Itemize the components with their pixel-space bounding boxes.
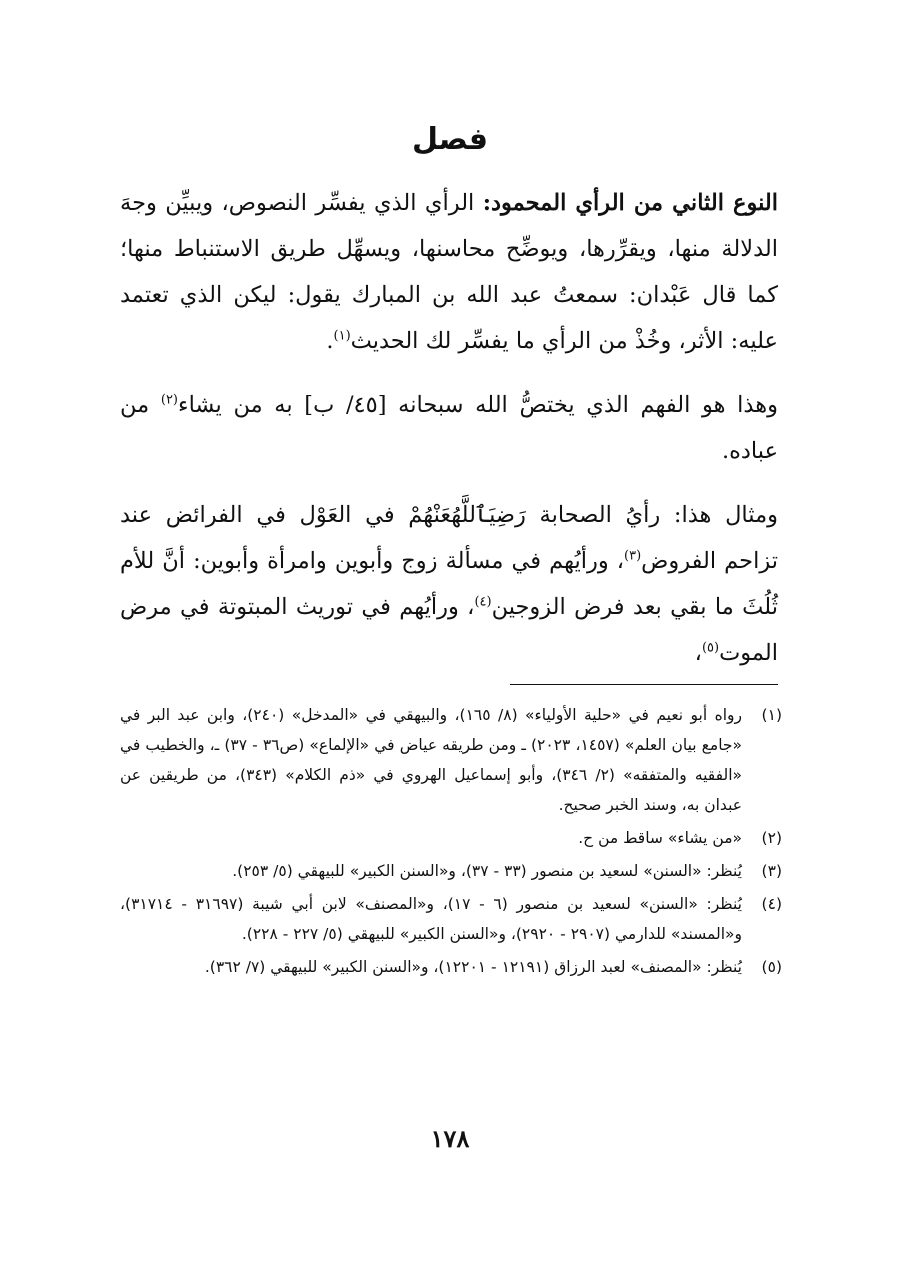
footnote-2 — [120, 823, 782, 853]
footnote-number: (٣) — [761, 862, 782, 880]
footnote-5 — [120, 952, 782, 982]
footnote-text: يُنظر: «السنن» لسعيد بن منصور (٣٣ - ٣٧)، و«السنن الكبير» للبيهقي (٥/ ٢٥٣). — [232, 862, 742, 880]
footnote-ref-1[interactable]: (١) — [333, 328, 351, 344]
footnote-ref-5[interactable]: (٥) — [701, 640, 720, 656]
footnote-text: يُنظر: «المصنف» لعبد الرزاق (١٢١٩١ - ١٢٢٠١)، و«السنن الكبير» للبيهقي (٧/ ٣٦٢). — [204, 958, 742, 976]
footnote-number: (٢) — [761, 829, 782, 847]
footnote-number: (١) — [761, 706, 782, 724]
footnote-text: «من يشاء» ساقط من ح. — [578, 829, 742, 847]
footnote-ref-4[interactable]: (٤) — [474, 594, 492, 610]
footnote-separator — [510, 684, 778, 685]
footnote-text: يُنظر: «السنن» لسعيد بن منصور (٦ - ١٧)، و«المصنف» لابن أبي شيبة (٣١٦٩٧ - ٣١٧١٤)، و«المسند» للدارمي (٢٩٠٧ - ٢٩٢٠)، و«السنن الكبير» للبيهقي (٥/ ٢٢٧ - ٢٢٨). — [120, 895, 742, 943]
paragraph-1-end: . — [326, 328, 334, 354]
paragraph-2-text-b: من عباده. — [120, 392, 778, 464]
footnote-ref-2[interactable]: (٢) — [160, 392, 178, 408]
paragraph-1-text: الرأي الذي يفسِّر النصوص، ويبيِّن وجهَ الدلالة منها، ويقرِّرها، ويوضِّح محاسنها، ويسهِّل طريق الاستنباط منها؛ كما قال عَبْدان: سمعتُ عبد الله بن المبارك يقول: ليكن الذي تعتمد عليه: الأثر، وخُذْ من الرأي ما يفسِّر لك الحديث — [120, 190, 778, 354]
paragraph-3-text-c: ، ورأيُهم في توريث المبتوتة في مرض الموت — [120, 594, 778, 666]
paragraph-3 — [120, 492, 778, 676]
paragraph-1-lead: النوع الثاني من الرأي المحمود: — [482, 190, 778, 216]
footnote-number: (٥) — [761, 958, 782, 976]
paragraph-1 — [120, 180, 778, 364]
paragraph-3-text-a: ومثال هذا: رأيُ الصحابة رَضِيَٱللَّهُعَنْهُمْ في العَوْل في الفرائض عند تزاحم الفروض — [120, 502, 778, 574]
paragraph-2 — [120, 382, 778, 474]
paragraph-3-text-b: ، ورأيُهم في مسألة زوج وأبوين وامرأة وأبوين: أنَّ للأم ثُلُثَ ما بقي بعد فرض الزوجين — [120, 548, 778, 620]
footnote-1 — [120, 700, 782, 820]
page-number: ١٧٨ — [430, 1124, 470, 1153]
section-heading: فصل — [412, 122, 488, 157]
footnotes — [120, 700, 782, 985]
footnote-text: رواه أبو نعيم في «حلية الأولياء» (٨/ ١٦٥)، والبيهقي في «المدخل» (٢٤٠)، وابن عبد البر في «جامع بيان العلم» (١٤٥٧، ٢٠٢٣) ـ ومن طريقه عياض في «الإلماع» (ص٣٦ - ٣٧) ـ، والخطيب في «الفقيه والمتفقه» (٢/ ٣٤٦)، وأبو إسماعيل الهروي في «ذم الكلام» (٣٤٣)، من طريقين عن عبدان به، وسند الخبر صحيح. — [120, 706, 743, 814]
main-text — [120, 180, 778, 676]
footnote-4 — [120, 889, 782, 949]
footnote-ref-3[interactable]: (٣) — [624, 548, 642, 564]
footnote-number: (٤) — [761, 895, 782, 913]
paragraph-2-text-a: وهذا هو الفهم الذي يختصُّ الله سبحانه [٤٥/ ب] به من يشاء — [178, 392, 778, 418]
paragraph-3-end: ، — [694, 640, 702, 666]
footnote-3 — [120, 856, 782, 886]
